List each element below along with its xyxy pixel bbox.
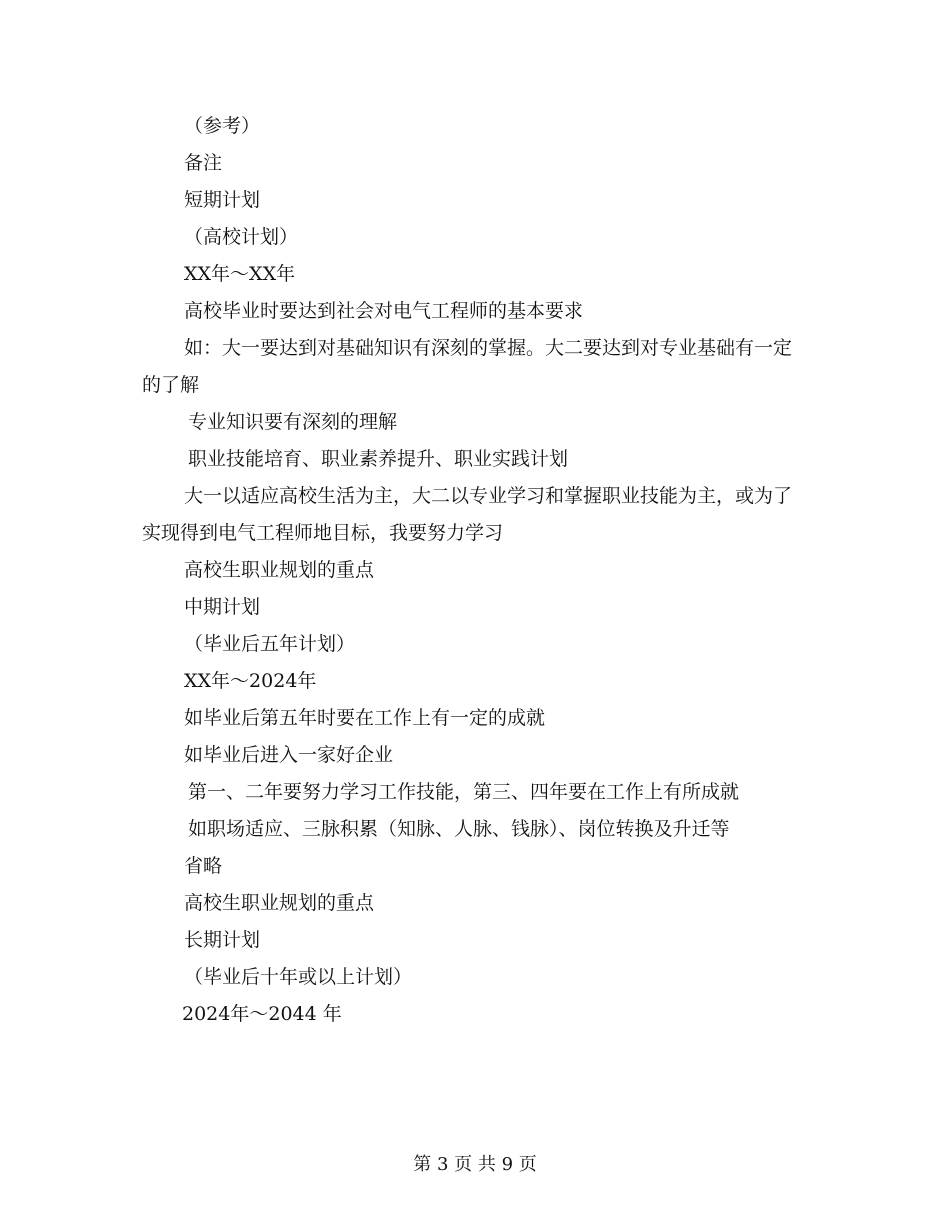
paragraph-omitted: 省略	[184, 855, 223, 877]
paragraph-work-skills: 第一、二年要努力学习工作技能，第三、四年要在工作上有所成就	[188, 781, 740, 803]
paragraph-college-plan: （高校计划）	[184, 226, 299, 248]
paragraph-long-term-heading: 长期计划	[184, 929, 261, 951]
paragraph-fifth-year-goal: 如毕业后第五年时要在工作上有一定的成就	[184, 707, 546, 729]
paragraph-study-focus: 大一以适应高校生活为主，大二以专业学习和掌握职业技能为主，或为了实现得到电气工程师地目标，我要努力学习	[142, 485, 793, 544]
page-footer: 第 3 页 共 9 页	[413, 1154, 537, 1175]
paragraph-reference: （参考）	[184, 115, 261, 137]
paragraph-skills-plan: 职业技能培育、职业素养提升、职业实践计划	[188, 448, 569, 470]
paragraph-five-year-plan: （毕业后五年计划）	[184, 633, 356, 655]
paragraph-graduation-goal: 高校毕业时要达到社会对电气工程师的基本要求	[184, 300, 584, 322]
paragraph-short-term-heading: 短期计划	[184, 189, 261, 211]
paragraph-years-long: 2024年～2044 年	[182, 1003, 342, 1025]
paragraph-workplace-adaptation: 如职场适应、三脉积累（知脉、人脉、钱脉）、岗位转换及升迁等	[188, 818, 730, 840]
paragraph-year-goals: 如：大一要达到对基础知识有深刻的掌握。大二要达到对专业基础有一定的了解	[142, 337, 793, 396]
paragraph-mid-term-heading: 中期计划	[184, 596, 261, 618]
paragraph-remarks: 备注	[184, 152, 223, 174]
paragraph-career-focus-1: 高校生职业规划的重点	[184, 559, 375, 581]
paragraph-ten-year-plan: （毕业后十年或以上计划）	[184, 966, 413, 988]
paragraph-professional-knowledge: 专业知识要有深刻的理解	[188, 411, 398, 433]
paragraph-join-company: 如毕业后进入一家好企业	[184, 744, 394, 766]
paragraph-years-short: XX年～XX年	[184, 263, 296, 285]
document-body	[142, 108, 810, 1033]
paragraph-years-mid: XX年～2024年	[184, 670, 317, 692]
paragraph-career-focus-2: 高校生职业规划的重点	[184, 892, 375, 914]
